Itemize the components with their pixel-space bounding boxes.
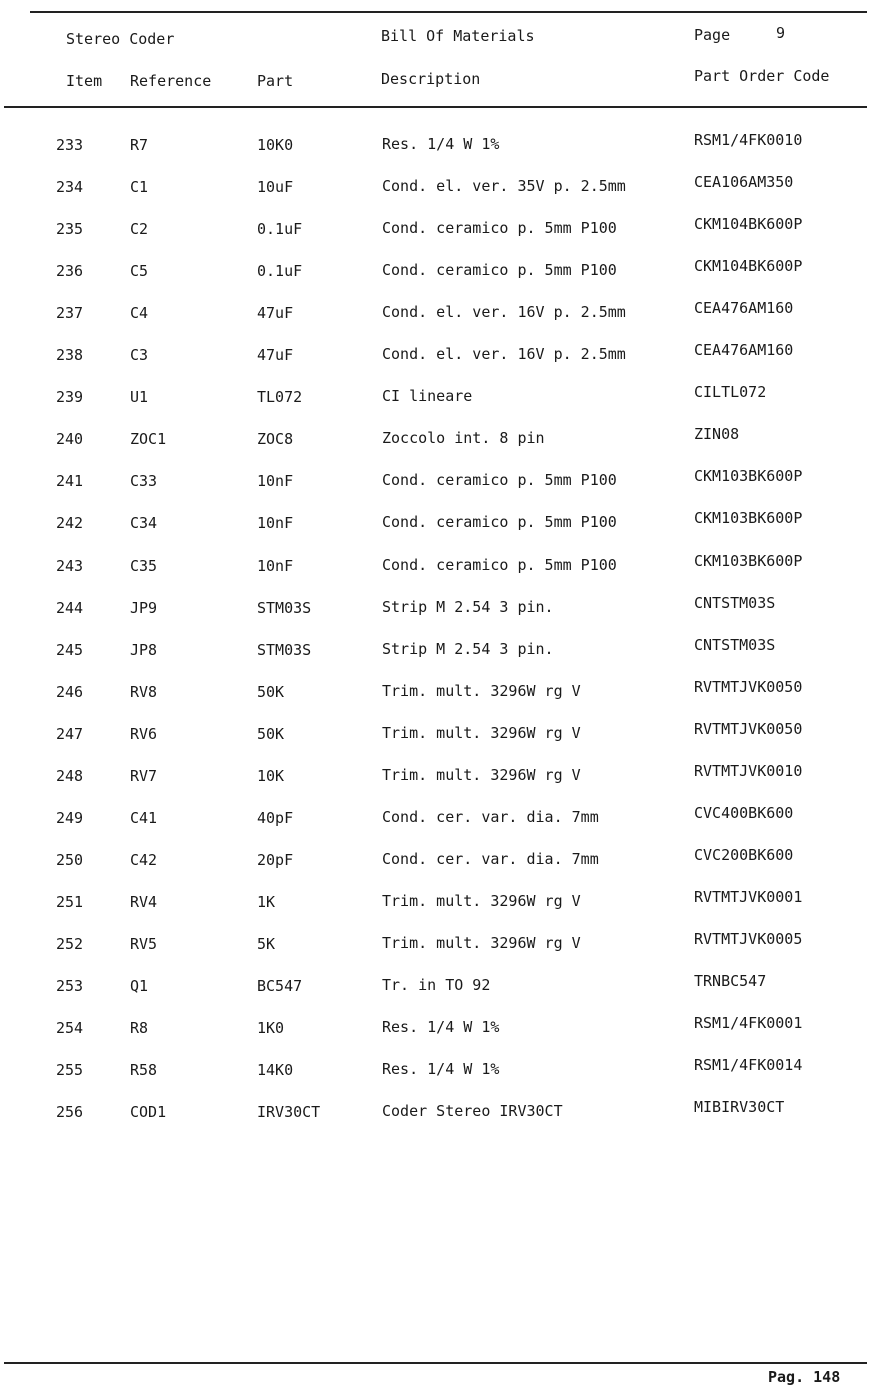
- row-order-code: CKM103BK600P: [694, 509, 803, 528]
- table-row: [0, 341, 871, 365]
- bottom-rule: [4, 1362, 867, 1364]
- row-part: ZOC8: [257, 430, 294, 449]
- table-row: [0, 299, 871, 323]
- row-item-number: 248: [56, 766, 84, 785]
- table-row: [0, 257, 871, 281]
- row-description: Cond. ceramico p. 5mm P100: [382, 513, 617, 532]
- table-row: [0, 551, 871, 576]
- row-description: Trim. mult. 3296W rg V: [382, 723, 581, 742]
- row-reference: C34: [130, 514, 158, 533]
- row-order-code: CKM103BK600P: [694, 551, 803, 570]
- row-order-code: CKM104BK600P: [694, 257, 803, 276]
- row-description: Cond. ceramico p. 5mm P100: [382, 471, 617, 490]
- row-item-number: 256: [56, 1103, 84, 1122]
- row-part: 14K0: [257, 1061, 294, 1080]
- row-order-code: MIBIRV30CT: [694, 1098, 785, 1117]
- row-reference: ZOC1: [130, 430, 167, 449]
- row-part: 50K: [257, 682, 285, 701]
- row-description: CI lineare: [382, 387, 473, 406]
- row-part: IRV30CT: [257, 1103, 321, 1122]
- row-item-number: 246: [56, 682, 84, 701]
- row-order-code: CEA476AM160: [694, 299, 794, 318]
- row-item-number: 240: [56, 430, 84, 449]
- row-description: Coder Stereo IRV30CT: [382, 1102, 563, 1121]
- table-row: [0, 593, 871, 618]
- table-row: [0, 1056, 871, 1080]
- row-order-code: RVTMTJVK0050: [694, 677, 803, 696]
- row-part: 1K: [257, 892, 276, 911]
- row-reference: C5: [130, 262, 149, 281]
- row-order-code: CEA106AM350: [694, 173, 794, 192]
- row-description: Res. 1/4 W 1%: [382, 1060, 500, 1079]
- project-title: Stereo Coder: [66, 30, 175, 48]
- row-part: 10nF: [257, 514, 294, 533]
- row-part: 10K0: [257, 136, 294, 154]
- row-order-code: CVC200BK600: [694, 845, 794, 864]
- row-description: Cond. cer. var. dia. 7mm: [382, 849, 599, 868]
- row-part: STM03S: [257, 640, 312, 659]
- row-reference: C1: [130, 178, 149, 197]
- row-description: Cond. ceramico p. 5mm P100: [382, 219, 617, 238]
- row-order-code: TRNBC547: [694, 972, 767, 990]
- table-row: [0, 215, 871, 239]
- row-order-code: CEA476AM160: [694, 341, 794, 360]
- column-header-item: Item: [66, 72, 103, 90]
- row-item-number: 242: [56, 514, 84, 533]
- row-reference: Q1: [130, 977, 149, 995]
- row-part: 47uF: [257, 304, 294, 323]
- table-row: [0, 173, 871, 197]
- row-item-number: 233: [56, 136, 84, 154]
- row-item-number: 247: [56, 724, 84, 743]
- row-order-code: RVTMTJVK0050: [694, 719, 803, 738]
- row-reference: C4: [130, 304, 149, 323]
- row-item-number: 250: [56, 850, 84, 869]
- row-description: Tr. in TO 92: [382, 976, 491, 994]
- table-row: [0, 509, 871, 533]
- row-reference: RV6: [130, 724, 158, 743]
- row-description: Cond. el. ver. 35V p. 2.5mm: [382, 177, 626, 196]
- page-label: Page: [694, 26, 731, 44]
- row-order-code: RSM1/4FK0014: [694, 1056, 803, 1075]
- row-part: 10nF: [257, 472, 294, 491]
- footer-page-number: Pag. 148: [768, 1368, 841, 1386]
- table-row: [0, 887, 871, 912]
- row-item-number: 236: [56, 262, 84, 281]
- row-order-code: CKM104BK600P: [694, 215, 803, 234]
- row-description: Trim. mult. 3296W rg V: [382, 891, 581, 910]
- row-description: Trim. mult. 3296W rg V: [382, 933, 581, 952]
- row-reference: C35: [130, 556, 158, 575]
- row-order-code: CKM103BK600P: [694, 467, 803, 486]
- row-reference: C42: [130, 850, 158, 869]
- row-reference: RV8: [130, 682, 158, 701]
- document-title: Bill Of Materials: [381, 27, 535, 45]
- row-part: BC547: [257, 977, 303, 995]
- row-reference: C2: [130, 220, 149, 239]
- table-row: [0, 425, 871, 449]
- row-part: 0.1uF: [257, 220, 303, 239]
- table-row: [0, 972, 871, 996]
- column-header-description: Description: [381, 70, 481, 88]
- row-order-code: RVTMTJVK0010: [694, 761, 803, 780]
- row-part: STM03S: [257, 598, 312, 617]
- row-order-code: RSM1/4FK0010: [694, 131, 803, 149]
- table-row: [0, 719, 871, 744]
- row-reference: U1: [130, 388, 149, 407]
- row-description: Strip M 2.54 3 pin.: [382, 597, 554, 616]
- row-reference: JP8: [130, 640, 158, 659]
- row-description: Strip M 2.54 3 pin.: [382, 639, 554, 658]
- row-item-number: 249: [56, 808, 84, 827]
- row-reference: RV7: [130, 766, 158, 785]
- table-row: [0, 845, 871, 870]
- row-item-number: 237: [56, 304, 84, 323]
- row-description: Cond. ceramico p. 5mm P100: [382, 555, 617, 574]
- row-part: 10K: [257, 766, 285, 785]
- row-item-number: 254: [56, 1019, 84, 1038]
- top-rule: [30, 11, 867, 13]
- row-order-code: CNTSTM03S: [694, 593, 776, 612]
- row-description: Zoccolo int. 8 pin: [382, 429, 545, 448]
- row-order-code: RVTMTJVK0001: [694, 887, 803, 906]
- row-reference: C3: [130, 346, 149, 365]
- row-order-code: CILTL072: [694, 383, 767, 402]
- row-part: 1K0: [257, 1019, 285, 1038]
- row-reference: C33: [130, 472, 158, 491]
- row-part: 10nF: [257, 556, 294, 575]
- row-item-number: 234: [56, 178, 84, 197]
- row-item-number: 241: [56, 472, 84, 491]
- table-row: [0, 929, 871, 954]
- row-part: 10uF: [257, 178, 294, 197]
- row-item-number: 252: [56, 934, 84, 953]
- row-part: 50K: [257, 724, 285, 743]
- table-row: [0, 1014, 871, 1038]
- header-rule: [4, 106, 867, 108]
- row-reference: R7: [130, 136, 149, 154]
- column-header-part: Part: [257, 72, 294, 90]
- row-reference: JP9: [130, 598, 158, 617]
- row-item-number: 244: [56, 598, 84, 617]
- row-item-number: 245: [56, 640, 84, 659]
- row-reference: R58: [130, 1061, 158, 1080]
- row-item-number: 253: [56, 977, 84, 995]
- row-order-code: CNTSTM03S: [694, 635, 776, 654]
- row-part: TL072: [257, 388, 303, 407]
- row-reference: C41: [130, 808, 158, 827]
- row-description: Res. 1/4 W 1%: [382, 1018, 500, 1037]
- row-item-number: 239: [56, 388, 84, 407]
- row-item-number: 243: [56, 556, 84, 575]
- row-description: Cond. el. ver. 16V p. 2.5mm: [382, 303, 626, 322]
- row-part: 5K: [257, 934, 276, 953]
- column-header-reference: Reference: [130, 72, 212, 90]
- row-reference: RV5: [130, 934, 158, 953]
- table-row: [0, 761, 871, 786]
- row-description: Cond. el. ver. 16V p. 2.5mm: [382, 345, 626, 364]
- row-part: 0.1uF: [257, 262, 303, 281]
- table-row: [0, 1098, 871, 1122]
- row-description: Cond. ceramico p. 5mm P100: [382, 261, 617, 280]
- table-row: [0, 383, 871, 407]
- row-reference: COD1: [130, 1103, 167, 1122]
- row-item-number: 251: [56, 892, 84, 911]
- row-description: Trim. mult. 3296W rg V: [382, 765, 581, 784]
- column-header-order-code: Part Order Code: [694, 67, 830, 85]
- row-item-number: 238: [56, 346, 84, 365]
- row-part: 40pF: [257, 808, 294, 827]
- row-order-code: ZIN08: [694, 425, 740, 444]
- row-part: 20pF: [257, 850, 294, 869]
- row-description: Res. 1/4 W 1%: [382, 135, 500, 153]
- row-description: Trim. mult. 3296W rg V: [382, 681, 581, 700]
- row-order-code: CVC400BK600: [694, 803, 794, 822]
- table-row: [0, 677, 871, 702]
- row-item-number: 255: [56, 1061, 84, 1080]
- page-number: 9: [776, 24, 786, 42]
- row-description: Cond. cer. var. dia. 7mm: [382, 807, 599, 826]
- table-row: [0, 467, 871, 491]
- table-row: [0, 635, 871, 660]
- row-reference: R8: [130, 1019, 149, 1038]
- row-item-number: 235: [56, 220, 84, 239]
- table-row: [0, 131, 871, 155]
- row-order-code: RSM1/4FK0001: [694, 1014, 803, 1033]
- table-row: [0, 803, 871, 828]
- row-reference: RV4: [130, 892, 158, 911]
- row-part: 47uF: [257, 346, 294, 365]
- row-order-code: RVTMTJVK0005: [694, 929, 803, 948]
